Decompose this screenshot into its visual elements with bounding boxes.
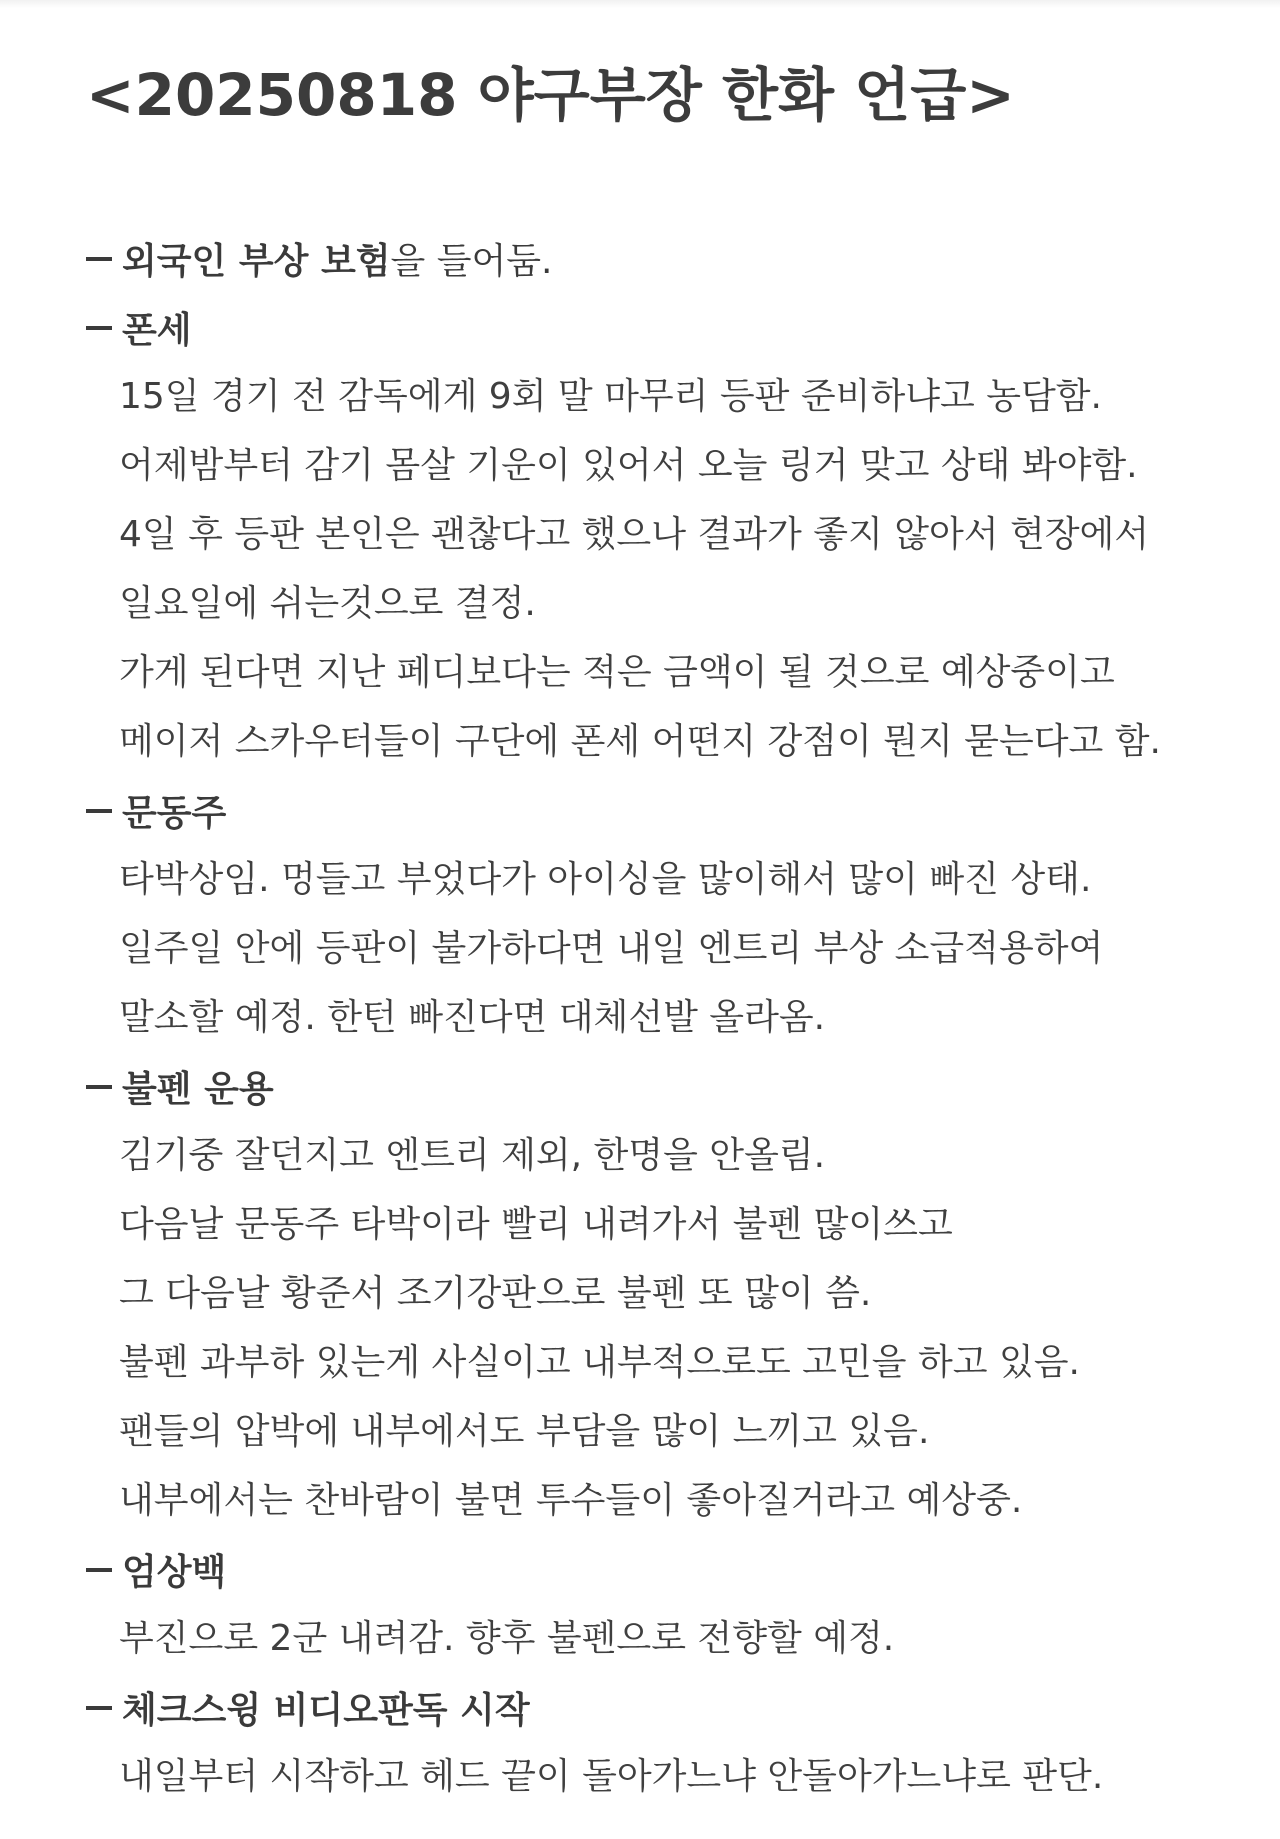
note-line: 부진으로 2군 내려감. 향후 불펜으로 전향할 예정.: [119, 1618, 895, 1659]
section-heading-bold: 엄상백: [122, 1552, 227, 1593]
note-line: 타박상임. 멍들고 부었다가 아이싱을 많이해서 많이 빠진 상태.: [119, 859, 1092, 900]
note-line: 가게 된다면 지난 페디보다는 적은 금액이 될 것으로 예상중이고: [119, 652, 1115, 693]
section-heading-bold: 폰세: [122, 310, 192, 351]
section-moon-dongju: [86, 776, 1246, 1052]
note-line: 메이저 스카우터들이 구단에 폰세 어떤지 강점이 뭔지 묻는다고 함.: [119, 721, 1161, 762]
dash-bullet-icon: [86, 809, 112, 813]
notes-list: [86, 224, 1246, 1811]
section-heading-bold: 외국인 부상 보험: [122, 241, 391, 282]
dash-bullet-icon: [86, 1085, 112, 1089]
section-heading-bold: 불펜 운용: [122, 1069, 274, 1110]
section-heading: [86, 293, 1246, 362]
section-heading-rest: 을 들어둠.: [390, 241, 553, 282]
section-heading: [86, 1052, 1246, 1121]
section-ponce: [86, 293, 1246, 776]
note-line: 다음날 문동주 타박이라 빨리 내려가서 불펜 많이쓰고: [119, 1204, 953, 1245]
note-line: 일주일 안에 등판이 불가하다면 내일 엔트리 부상 소급적용하여: [119, 928, 1104, 969]
dash-bullet-icon: [86, 1706, 112, 1710]
section-heading-bold: 체크스윙 비디오판독 시작: [122, 1690, 530, 1731]
note-line: 그 다음날 황준서 조기강판으로 불펜 또 많이 씀.: [119, 1273, 872, 1314]
note-line: 팬들의 압박에 내부에서도 부담을 많이 느끼고 있음.: [119, 1411, 930, 1452]
section-heading: [86, 224, 1246, 293]
page-title: <20250818 야구부장 한화 언급>: [86, 61, 1015, 129]
top-edge: [0, 0, 1280, 8]
dash-bullet-icon: [86, 257, 112, 261]
note-line: 일요일에 쉬는것으로 결정.: [119, 583, 536, 624]
section-eom-sangbaek: [86, 1535, 1246, 1673]
section-bullpen-management: [86, 1052, 1246, 1535]
note-line: 4일 후 등판 본인은 괜찮다고 했으나 결과가 좋지 않아서 현장에서: [119, 514, 1150, 555]
section-heading: [86, 1673, 1246, 1742]
note-line: 말소할 예정. 한턴 빠진다면 대체선발 올라옴.: [119, 997, 826, 1038]
note-line: 내일부터 시작하고 헤드 끝이 돌아가느냐 안돌아가느냐로 판단.: [119, 1756, 1104, 1797]
note-line: 어제밤부터 감기 몸살 기운이 있어서 오늘 링거 맞고 상태 봐야함.: [119, 445, 1138, 486]
section-heading: [86, 1535, 1246, 1604]
section-heading: [86, 776, 1246, 845]
dash-bullet-icon: [86, 326, 112, 330]
note-line: 내부에서는 찬바람이 불면 투수들이 좋아질거라고 예상중.: [119, 1480, 1023, 1521]
note-line: 15일 경기 전 감독에게 9회 말 마무리 등판 준비하냐고 농담함.: [119, 376, 1102, 417]
note-line: 불펜 과부하 있는게 사실이고 내부적으로도 고민을 하고 있음.: [119, 1342, 1080, 1383]
section-check-swing-video-review: [86, 1673, 1246, 1811]
section-heading-bold: 문동주: [122, 793, 227, 834]
section-foreign-injury-insurance: [86, 224, 1246, 293]
note-line: 김기중 잘던지고 엔트리 제외, 한명을 안올림.: [119, 1135, 826, 1176]
dash-bullet-icon: [86, 1568, 112, 1572]
